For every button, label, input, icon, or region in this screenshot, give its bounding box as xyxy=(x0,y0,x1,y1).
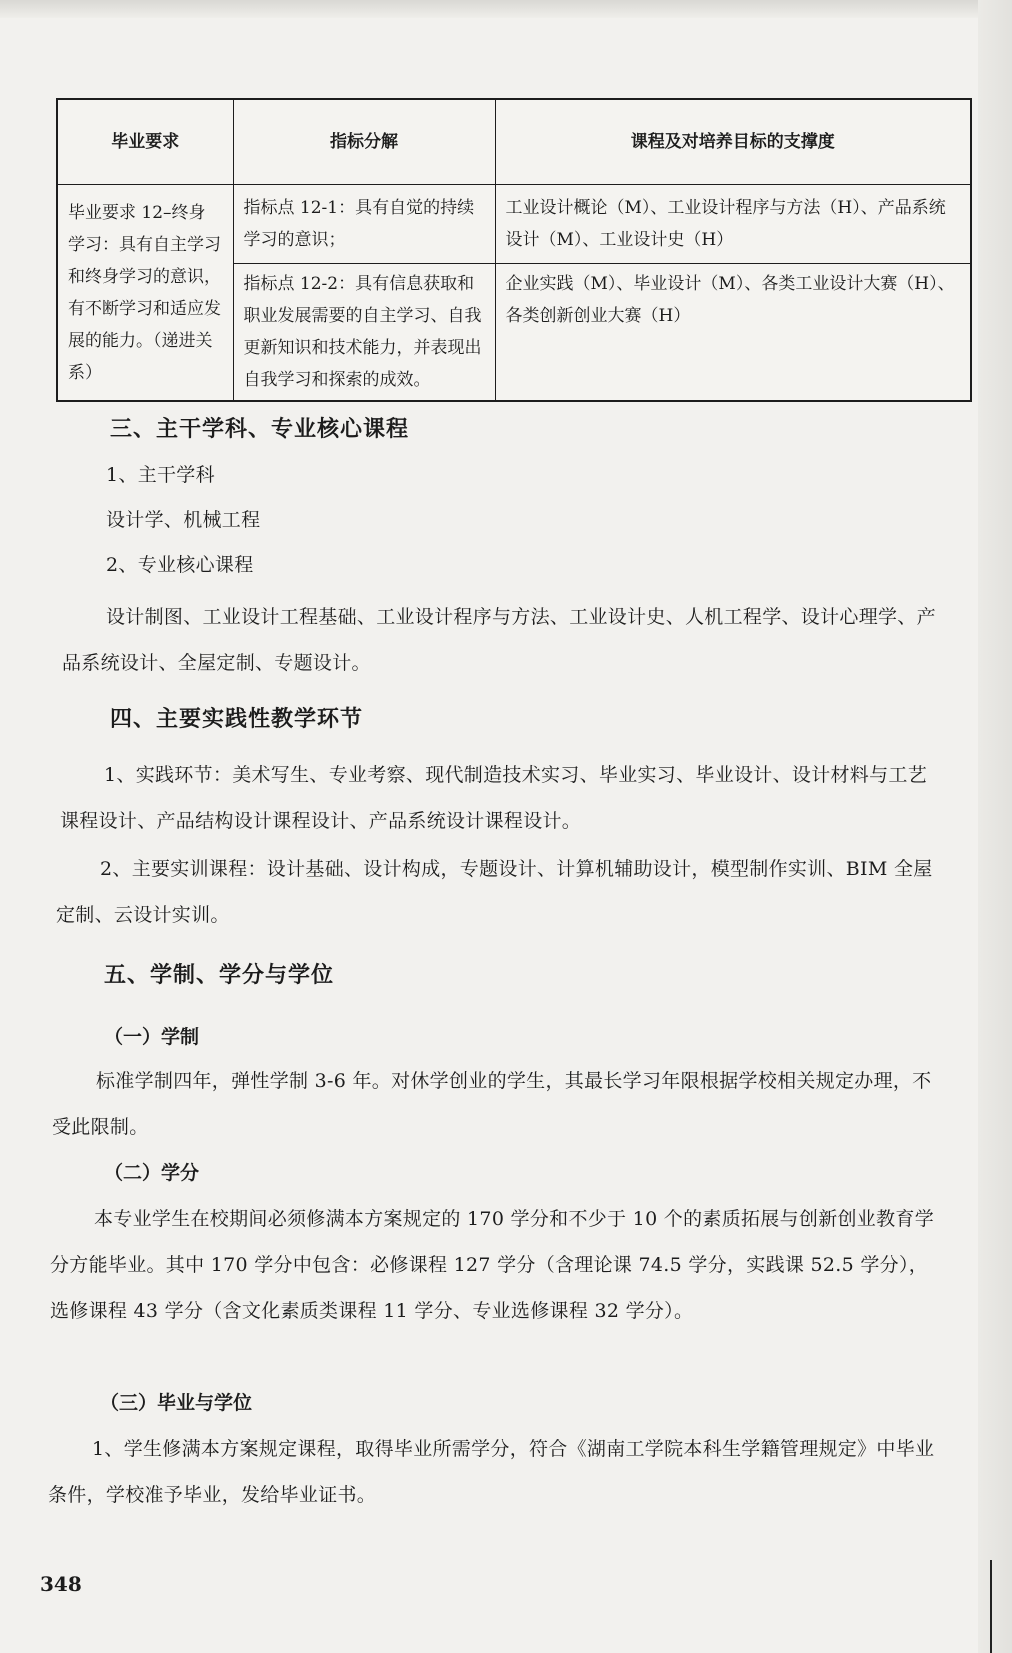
section-3-sub1-text: 设计学、机械工程 xyxy=(106,509,261,531)
courses-cell: 企业实践（M）、毕业设计（M）、各类工业设计大赛（H）、各类创新创业大赛（H） xyxy=(495,264,971,402)
section-3-sub1: 1、主干学科 xyxy=(106,464,215,486)
graduation-requirement-table xyxy=(56,98,972,402)
section-3-title: 三、主干学科、专业核心课程 xyxy=(110,417,410,442)
duration-text: 标准学制四年，弹性学制 3-6 年。对休学创业的学生，其最长学习年限根据学校相关规定办理，不受此限制。 xyxy=(52,1070,932,1138)
requirement-cell: 毕业要求 12–终身学习：具有自主学习和终身学习的意识，有不断学习和适应发展的能力。（递进关系） xyxy=(57,185,233,402)
subsection-credits-title: （二）学分 xyxy=(104,1162,200,1184)
header-courses: 课程及对培养目标的支撑度 xyxy=(495,99,971,185)
subsection-degree-title: （三）毕业与学位 xyxy=(100,1392,253,1414)
section-4-p1: 1、实践环节：美术写生、专业考察、现代制造技术实习、毕业实习、毕业设计、设计材料与工艺课程设计、产品结构设计课程设计、产品系统设计课程设计。 xyxy=(60,764,927,832)
courses-cell: 工业设计概论（M）、工业设计程序与方法（H）、产品系统设计（M）、工业设计史（H） xyxy=(495,185,971,264)
header-requirement: 毕业要求 xyxy=(57,99,233,185)
page-number: 348 xyxy=(40,1572,82,1596)
table-row xyxy=(57,185,971,264)
subsection-duration-title: （一）学制 xyxy=(104,1026,200,1048)
section-4-title: 四、主要实践性教学环节 xyxy=(110,707,364,732)
scan-shadow xyxy=(0,0,1012,18)
page-edge xyxy=(978,0,1012,1653)
section-5-title: 五、学制、学分与学位 xyxy=(104,963,335,988)
degree-text: 1、学生修满本方案规定课程，取得毕业所需学分，符合《湖南工学院本科生学籍管理规定》中毕业条件，学校准予毕业，发给毕业证书。 xyxy=(48,1438,935,1506)
indicator-cell: 指标点 12-1：具有自觉的持续学习的意识； xyxy=(233,185,495,264)
crop-mark xyxy=(990,1560,992,1653)
credits-text: 本专业学生在校期间必须修满本方案规定的 170 学分和不少于 10 个的素质拓展与创新创业教育学分方能毕业。其中 170 学分中包含：必修课程 127 学分（含理论课 74.5 学分，实践课 52.5 学分），选修课程 43 学分（含文化素质类课程 11 学分、专业选修课程 32 学分）。 xyxy=(50,1208,935,1322)
section-4-p2: 2、主要实训课程：设计基础、设计构成，专题设计、计算机辅助设计，模型制作实训、BIM 全屋定制、云设计实训。 xyxy=(56,858,933,926)
table-header-row xyxy=(57,99,971,185)
header-indicator: 指标分解 xyxy=(233,99,495,185)
indicator-cell: 指标点 12-2：具有信息获取和职业发展需要的自主学习、自我更新知识和技术能力，并表现出自我学习和探索的成效。 xyxy=(233,264,495,402)
section-3-sub2-text: 设计制图、工业设计工程基础、工业设计程序与方法、工业设计史、人机工程学、设计心理学、产品系统设计、全屋定制、专题设计。 xyxy=(62,606,936,674)
section-3-sub2: 2、专业核心课程 xyxy=(106,554,254,576)
